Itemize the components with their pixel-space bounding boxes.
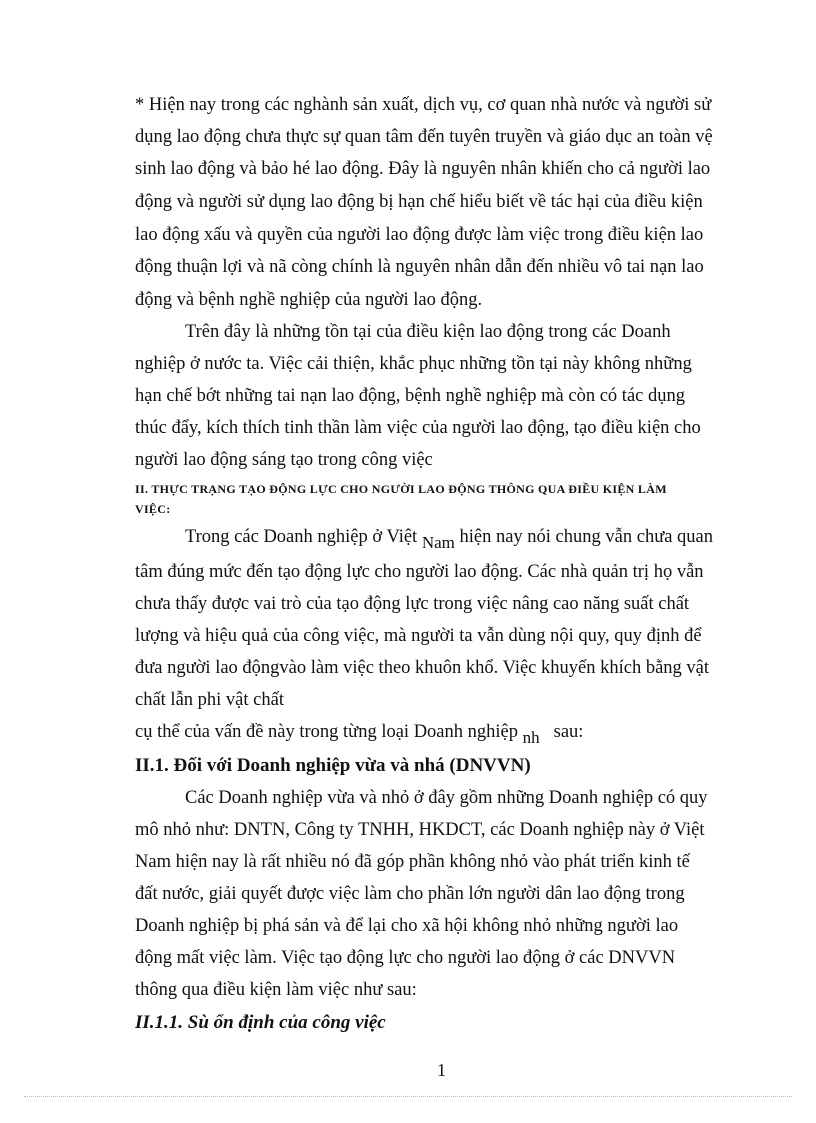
paragraph2-line: thúc đẩy, kích thích tinh thần làm việc của người lao động, tạo điều kiện cho	[135, 418, 701, 438]
paragraph3-line	[185, 527, 714, 552]
paragraph4-line: động mất việc làm. Việc tạo động lực cho người lao động ở các DNVVN	[135, 948, 676, 968]
paragraph3-text: cụ thể của vấn đề này trong từng loại Doanh nghiệp	[135, 722, 523, 742]
section-heading-continuation: VIỆC:	[135, 502, 171, 516]
subsubsection-heading: II.1.1. Sù ổn định của công việc	[135, 1012, 386, 1033]
paragraph3-line: chất lẫn phi vật chất	[135, 690, 284, 710]
paragraph2-line: hạn chế bớt những tai nạn lao động, bệnh nghề nghiệp mà còn có tác dụng	[135, 386, 685, 406]
paragraph1-line: lao động xấu và quyền của người lao động được làm việc trong điều kiện lao	[135, 225, 704, 245]
paragraph4-line: Các Doanh nghiệp vừa và nhỏ ở đây gồm những Doanh nghiệp có quy	[185, 788, 708, 808]
paragraph4-line: Doanh nghiệp bị phá sản và để lại cho xã hội không nhỏ những người lao	[135, 916, 679, 936]
paragraph1-line: động và bệnh nghề nghiệp của người lao động.	[135, 290, 483, 310]
subscript-word: Nam	[421, 533, 455, 552]
paragraph3-text: Trong các Doanh nghiệp ở Việt	[185, 527, 422, 547]
paragraph1-line: động thuận lợi và nã còng chính là nguyên nhân dẫn đến nhiều vô tai nạn lao	[135, 257, 704, 277]
paragraph1-line: * Hiện nay trong các nghành sản xuất, dịch vụ, cơ quan nhà nước và người sử	[135, 95, 712, 115]
paragraph2-line: người lao động sáng tạo trong công việc	[135, 450, 433, 470]
paragraph4-line: Nam hiện nay là rất nhiều nó đã góp phần không nhỏ vào phát triển kinh tế	[135, 852, 690, 872]
subscript-word: nh	[522, 728, 540, 747]
paragraph2-line: nghiệp ở nước ta. Việc cải thiện, khắc phục những tồn tại này không những	[135, 354, 692, 374]
paragraph2-line: Trên đây là những tồn tại của điều kiện lao động trong các Doanh	[185, 322, 671, 342]
paragraph3-line	[135, 722, 584, 747]
paragraph4-line: thông qua điều kiện làm việc như sau:	[135, 980, 417, 1000]
paragraph3-text: hiện nay nói chung vẫn chưa quan	[454, 527, 714, 547]
paragraph3-text: sau:	[553, 722, 584, 742]
paragraph4-line: đất nước, giải quyết được việc làm cho phần lớn người dân lao động trong	[135, 884, 685, 904]
section-heading: II. THỰC TRẠNG TẠO ĐỘNG LỰC CHO NGƯỜI LAO ĐỘNG THÔNG QUA ĐIỀU KIỆN LÀM	[135, 482, 667, 496]
paragraph3-line: tâm đúng mức đến tạo động lực cho người lao động. Các nhà quản trị họ vẫn	[135, 562, 704, 582]
paragraph1-line: động và người sử dụng lao động bị hạn chế hiểu biết về tác hại của điều kiện	[135, 192, 703, 212]
paragraph3-line: chưa thấy được vai trò của tạo động lực trong việc nâng cao năng suất chất	[135, 594, 690, 614]
page-footer-divider	[24, 1096, 792, 1097]
paragraph1-line: sinh lao động và bảo hé lao động. Đây là nguyên nhân khiến cho cả người lao	[135, 159, 711, 179]
paragraph4-line: mô nhỏ như: DNTN, Công ty TNHH, HKDCT, các Doanh nghiệp này ở Việt	[135, 820, 705, 840]
paragraph1-line: dụng lao động chưa thực sự quan tâm đến tuyên truyền và giáo dục an toàn vệ	[135, 127, 713, 147]
paragraph3-line: lượng và hiệu quả của công việc, mà người ta vẫn dùng nội quy, quy định để	[135, 626, 702, 646]
subsection-heading: II.1. Đối với Doanh nghiệp vừa và nhá (DNVVN)	[135, 755, 531, 776]
paragraph3-line: đưa người lao độngvào làm việc theo khuôn khổ. Việc khuyến khích bằng vật	[135, 658, 710, 678]
page-number: 1	[437, 1060, 446, 1080]
